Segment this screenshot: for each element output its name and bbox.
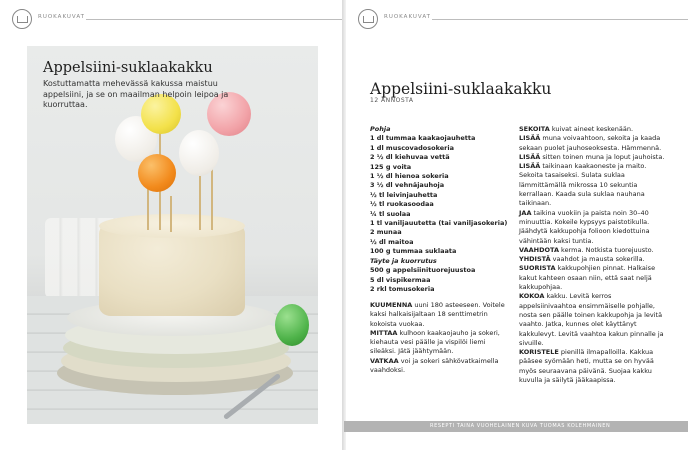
method-step-verb: LISÄÄ (519, 152, 541, 161)
left-page (0, 0, 342, 450)
ingredient-item: 5 dl vispikermaa (370, 275, 431, 284)
green-balloon (275, 304, 309, 346)
orange-balloon (138, 154, 176, 192)
cake-frosting-top (99, 214, 245, 238)
ingredient-item: 125 g voita (370, 162, 412, 171)
ingredient-item: 1 dl tummaa kaakaojauhetta (370, 134, 476, 143)
method-step (519, 134, 667, 153)
left-header-label: RUOKAKUVAT (38, 14, 86, 20)
method-step (519, 209, 667, 246)
method-step (519, 348, 667, 385)
method-step-text: taikinaan kaakaoneste ja maito. Sekoita tasaiseksi. Sulata suklaa lämmittämällä mikrossa 10 sekuntia kerrallaan. Kaada sula suklaa nauhana taikinaan. (519, 162, 647, 208)
method-column-right (519, 125, 667, 385)
method-step-verb: JAA (519, 208, 532, 217)
ingredient-item: 100 g tummaa suklaata (370, 247, 457, 256)
photo-caption: Kostuttamatta mehevässä kakussa maistuu appelsiini, ja se on maailman helpoin leipoa ja kuorruttaa. (43, 79, 229, 109)
method-step-verb: VAAHDOTA (519, 245, 559, 254)
method-step (370, 357, 510, 376)
method-step-text: kakku. Levitä kerros appelsiinivaahtoa ensimmäiselle pohjalle, nosta sen päälle toinen kakkupohja ja levitä vaahto. Jatka, kunnes olet käyttänyt kakkulevyt. Levitä vaahtoa kakun pinnalle ja sivuille. (519, 292, 664, 347)
ingredient-item: 500 g appelsiinituorejuustoa (370, 266, 476, 275)
method-step-text: taikina vuokiin ja paista noin 30–40 minuuttia. Kokeile kypsyys paistotikulla. Jäähdytä kakkupohja folioon kiedottuina vähintään kaksi tuntia. (519, 208, 650, 245)
method-step-text: voi ja sokeri sähkövatkaimella vaahdoksi. (370, 356, 499, 375)
magazine-logo-icon (12, 9, 32, 29)
left-header-rule (86, 19, 342, 20)
photo-title: Appelsiini-suklaakakku (43, 60, 213, 76)
method-step-verb: KUUMENNA (370, 301, 413, 309)
method-step-text: kulhoon kaakaojauho ja sokeri, kiehauta vesi päälle ja vispilöi liemi sileäksi. Jätä jäähtymään. (370, 328, 500, 356)
ingredient-item: ½ dl maitoa (370, 237, 414, 246)
method-step-verb: KORISTELE (519, 348, 559, 357)
ingredient-item: 2 ½ dl kiehuvaa vettä (370, 153, 450, 162)
magazine-logo-icon (358, 9, 378, 29)
method-step (519, 264, 667, 292)
method-step-text: pienillä ilmapalloilla. Kakkua pääsee syömään heti, mutta se on hyvää myös seuraavana päivänä. Suojaa kakku kuvulla ja säilytä jääkaapissa. (519, 348, 654, 385)
ingredients-list (370, 125, 515, 294)
method-column-left (370, 301, 510, 375)
method-step (519, 125, 667, 134)
ingredient-item: ½ tl ruokasoodaa (370, 200, 434, 209)
method-step (519, 292, 667, 348)
method-step (519, 255, 667, 264)
method-step-text: kakkupohjien pinnat. Halkaise kakut kahteen osaan niin, että saat neljä kakkupohjaa. (519, 264, 656, 292)
method-step-text: uuni 180 asteeseen. Voitele kaksi halkaisijaltaan 18 senttimetrin kokoista vuokaa. (370, 301, 505, 328)
ingredient-item: ½ tl leivinjauhetta (370, 190, 438, 199)
recipe-serves: 12 ANNOSTA (370, 97, 414, 104)
ingredient-item: ¼ tl suolaa (370, 209, 411, 218)
method-step-verb: VATKAA (370, 356, 399, 365)
method-step-text: muna voivaahtoon, sekoita ja kaada sekaan puolet jauhoseoksesta. Hämmennä. (519, 134, 662, 152)
ingredient-heading: Täyte ja kuorrutus (370, 256, 437, 265)
ingredient-heading: Pohja (370, 125, 391, 133)
credits-text: RESEPTI TAINA VUOHELAINEN KUVA TUOMAS KOLEHMAINEN (430, 423, 611, 429)
recipe-title: Appelsiini-suklaakakku (370, 80, 552, 98)
method-step (519, 246, 667, 255)
balloon-stick (199, 176, 201, 230)
ingredient-item: 1 dl muscovadosokeria (370, 143, 454, 152)
white-balloon (179, 130, 219, 176)
method-step (370, 329, 510, 357)
method-step (370, 301, 510, 329)
method-step-verb: LISÄÄ (519, 162, 541, 171)
method-step-verb: YHDISTÄ (519, 255, 551, 264)
method-step-text: vaahdot ja mausta sokerilla. (550, 255, 645, 264)
method-step-verb: MITTAA (370, 328, 398, 337)
method-step-verb: LISÄÄ (519, 134, 541, 143)
method-step-text: kuivat aineet keskenään. (549, 125, 634, 133)
method-step-verb: SUORISTA (519, 264, 556, 273)
right-header-rule (432, 19, 688, 20)
method-step-text: kerma. Notkista tuorejuusto. (558, 245, 654, 254)
method-step-verb: SEKOITA (519, 125, 550, 133)
method-step (519, 153, 667, 162)
method-step-text: sitten toinen muna ja loput jauhoista. (540, 152, 665, 161)
ingredient-item: 2 rkl tomusokeria (370, 284, 435, 293)
ingredient-item: 2 munaa (370, 228, 402, 237)
ingredient-item: 3 ½ dl vehnäjauhoja (370, 181, 445, 190)
right-header-label: RUOKAKUVAT (384, 14, 432, 20)
balloon-stick (170, 196, 172, 232)
cake-photo (27, 46, 318, 424)
method-step-verb: KOKOA (519, 292, 545, 301)
method-step (519, 162, 667, 208)
ingredient-item: 1 ½ dl hienoa sokeria (370, 172, 449, 181)
ingredient-item: 1 tl vaniljauutetta (tai vaniljasokeria) (370, 219, 508, 228)
